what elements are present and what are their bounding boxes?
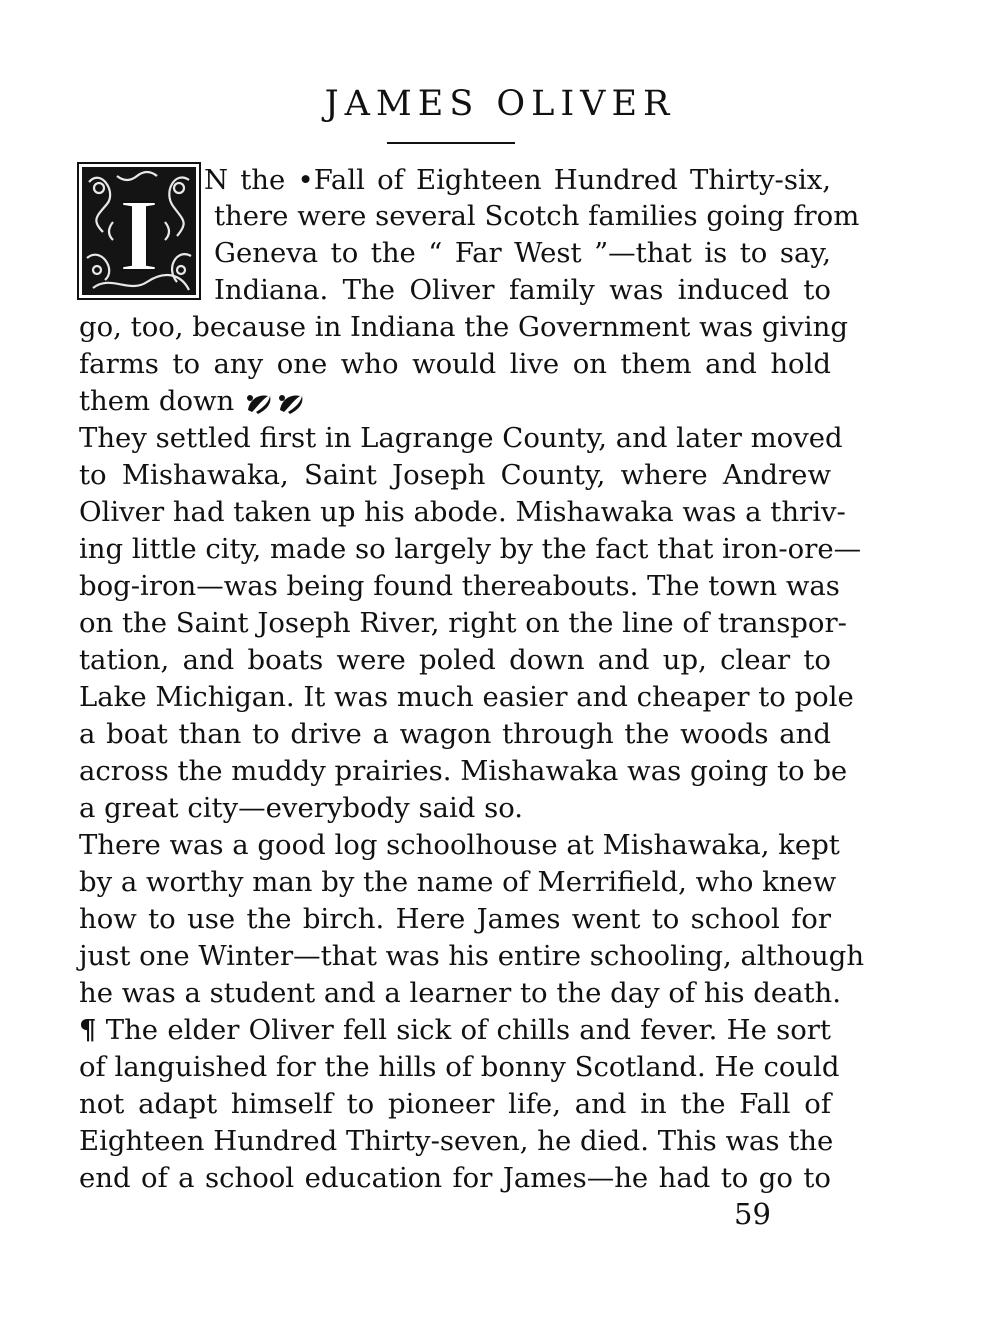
text-line: N the •Fall of Eighteen Hundred Thirty-six, [204,164,831,196]
text-line: them down [79,385,235,417]
text-line: bog-iron—was being found thereabouts. The town was [79,570,840,602]
text-line: Lake Michigan. It was much easier and cheaper to pole [79,681,854,713]
text-line: he was a student and a learner to the day of his death. [79,977,841,1009]
text-line: across the muddy prairies. Mishawaka was going to be [79,755,848,787]
text-line: ing little city, made so largely by the fact that iron-ore— [79,533,862,565]
text-line: of languished for the hills of bonny Scotland. He could [79,1051,840,1083]
title-rule [387,142,515,144]
text-line: go, too, because in Indiana the Government was giving [79,311,848,343]
text-line: how to use the birch. Here James went to school for [79,903,831,935]
drop-cap-initial [77,162,201,300]
running-title: JAMES OLIVER [324,84,676,124]
text-line: Oliver had taken up his abode. Mishawaka was a thriv- [79,496,846,528]
text-line: farms to any one who would live on them and hold [79,348,831,380]
text-line: Geneva to the “ Far West ”—that is to say, [214,237,831,269]
text-line-with-ornament [79,383,308,419]
text-line: There was a good log schoolhouse at Mishawaka, kept [79,829,840,861]
text-line: not adapt himself to pioneer life, and in the Fall of [79,1088,831,1120]
text-line: Eighteen Hundred Thirty-seven, he died. This was the [79,1125,834,1157]
text-line-with-pilcrow [79,1012,831,1048]
text-line: end of a school education for James—he had to go to [79,1162,831,1194]
text-line: Indiana. The Oliver family was induced to [214,274,831,306]
text-line: just one Winter—that was his entire schooling, although [79,940,865,972]
text-line: The elder Oliver fell sick of chills and fever. He sort [105,1014,831,1046]
text-line: by a worthy man by the name of Merrifield, who knew [79,866,837,898]
text-line: to Mishawaka, Saint Joseph County, where Andrew [79,459,831,491]
svg-text:I: I [118,178,160,293]
pilcrow-mark: ¶ [79,1014,97,1046]
page-number: 59 [734,1197,771,1231]
text-line: tation, and boats were poled down and up, clear to [79,644,831,676]
text-line: on the Saint Joseph River, right on the line of transpor- [79,607,847,639]
text-line: They settled first in Lagrange County, and later moved [79,422,843,454]
leaf-ornament-icon [244,390,308,416]
text-line: there were several Scotch families going from [214,200,860,232]
text-line: a great city—everybody said so. [79,792,524,824]
text-line: a boat than to drive a wagon through the woods and [79,718,831,750]
